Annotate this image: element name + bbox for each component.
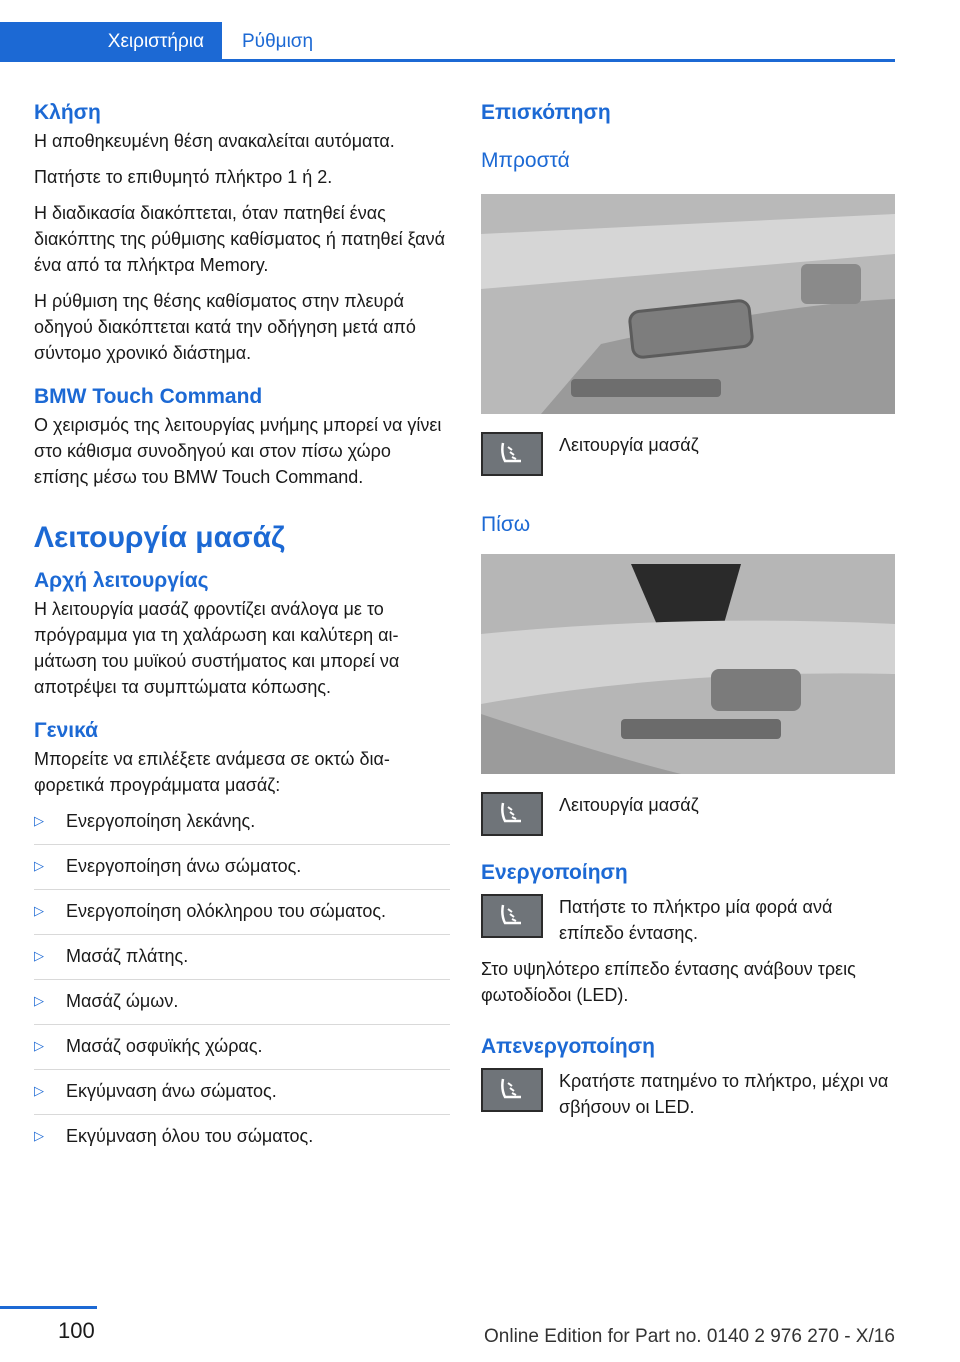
triangle-right-icon: ▷ xyxy=(34,1038,44,1053)
front-caption: Λειτουργία μασάζ xyxy=(559,435,699,455)
rear-heading: Πίσω xyxy=(481,513,531,536)
list-item: ▷ Ενεργοποίηση λεκάνης. xyxy=(34,808,450,845)
massage-seat-icon xyxy=(481,432,543,476)
activate-paragraph-1: Πατήστε το πλήκτρο μία φορά ανά επίπεδο έντασης. xyxy=(559,897,833,943)
massage-program-list xyxy=(34,808,450,1159)
triangle-right-icon: ▷ xyxy=(34,1128,44,1143)
recall-heading: Κλήση xyxy=(34,101,101,124)
general-heading: Γενικά xyxy=(34,719,99,742)
triangle-right-icon: ▷ xyxy=(34,993,44,1008)
activate-row xyxy=(481,894,895,956)
recall-paragraph-2: Πατήστε το επιθυμητό πλήκτρο 1 ή 2. xyxy=(34,167,333,187)
massage-seat-icon xyxy=(481,792,543,836)
recall-paragraph-1: Η αποθηκευμένη θέση ανακαλείται αυτόματα. xyxy=(34,131,395,151)
list-item: ▷ Εκγύμναση όλου του σώματος. xyxy=(34,1123,450,1159)
list-item: ▷ Μασάζ πλάτης. xyxy=(34,943,450,980)
massage-seat-icon xyxy=(481,894,543,938)
triangle-right-icon: ▷ xyxy=(34,858,44,873)
list-item: ▷ Μασάζ οσφυϊκής χώρας. xyxy=(34,1033,450,1070)
deactivate-heading: Απενεργοποίηση xyxy=(481,1035,655,1058)
general-paragraph: Μπορείτε να επιλέξετε ανάμεσα σε οκτώ διαφορετικά προγράμματα μασάζ: xyxy=(34,749,390,795)
massage-seat-icon xyxy=(481,1068,543,1112)
left-column xyxy=(34,98,450,1167)
deactivate-row xyxy=(481,1068,895,1130)
principle-heading: Αρχή λειτουργίας xyxy=(34,569,209,592)
rear-caption: Λειτουργία μασάζ xyxy=(559,795,699,815)
recall-paragraph-3: Η διαδικασία διακόπτεται, όταν πατηθεί ένας διακόπτης της ρύθμισης καθίσματος ή πατηθεί ξανά ένα από τα πλήκτρα Memory. xyxy=(34,203,445,275)
page-number: 100 xyxy=(58,1318,95,1343)
overview-heading: Επισκόπηση xyxy=(481,101,611,124)
triangle-right-icon: ▷ xyxy=(34,948,44,963)
footer-accent-line xyxy=(0,1306,97,1309)
triangle-right-icon: ▷ xyxy=(34,903,44,918)
front-door-panel-photo xyxy=(481,194,895,414)
footer-edition: Online Edition for Part no. 0140 2 976 270 - X/16 xyxy=(484,1326,895,1347)
front-heading: Μπροστά xyxy=(481,149,570,172)
tab-controls[interactable]: Χειριστήρια xyxy=(0,22,222,62)
list-item: ▷ Ενεργοποίηση άνω σώματος. xyxy=(34,853,450,890)
triangle-right-icon: ▷ xyxy=(34,1083,44,1098)
massage-function-heading: Λειτουργία μασάζ xyxy=(34,521,285,554)
touch-command-heading: BMW Touch Command xyxy=(34,385,263,408)
activate-heading: Ενεργοποίηση xyxy=(481,861,628,884)
list-item: ▷ Μασάζ ώμων. xyxy=(34,988,450,1025)
list-item: ▷ Εκγύμναση άνω σώματος. xyxy=(34,1078,450,1115)
activate-paragraph-2: Στο υψηλότερο επίπεδο έντασης ανάβουν τρεις φωτοδίοδοι (LED). xyxy=(481,959,856,1005)
tab-settings[interactable]: Ρύθμιση xyxy=(242,31,314,52)
triangle-right-icon: ▷ xyxy=(34,813,44,828)
list-item: ▷ Ενεργοποίηση ολόκληρου του σώματος. xyxy=(34,898,450,935)
recall-paragraph-4: Η ρύθμιση της θέσης καθίσματος στην πλευρά οδηγού διακόπτεται κατά την οδήγηση μετά από σύντομο χρονικό διάστημα. xyxy=(34,291,416,363)
rear-caption-row xyxy=(481,792,895,836)
right-column xyxy=(481,98,895,1130)
deactivate-paragraph: Κρατήστε πατημένο το πλήκτρο, μέχρι να σβήσουν οι LED. xyxy=(559,1071,889,1117)
header-tabs xyxy=(0,22,895,62)
touch-command-paragraph: Ο χειρισμός της λειτουργίας μνήμης μπορεί να γίνει στο κάθισμα συνοδηγού και στον πίσω χώρο επίσης μέσω του BMW Touch Command. xyxy=(34,415,442,487)
rear-door-panel-photo xyxy=(481,554,895,774)
principle-paragraph: Η λειτουργία μασάζ φροντίζει ανάλογα με το πρόγραμμα για τη χαλάρωση και καλύτερη αιμάτωση του μυϊκού συστήματος και μπορεί να αποτρέψει τα συμπτώματα κόπωσης. xyxy=(34,599,400,697)
front-caption-row xyxy=(481,432,895,476)
